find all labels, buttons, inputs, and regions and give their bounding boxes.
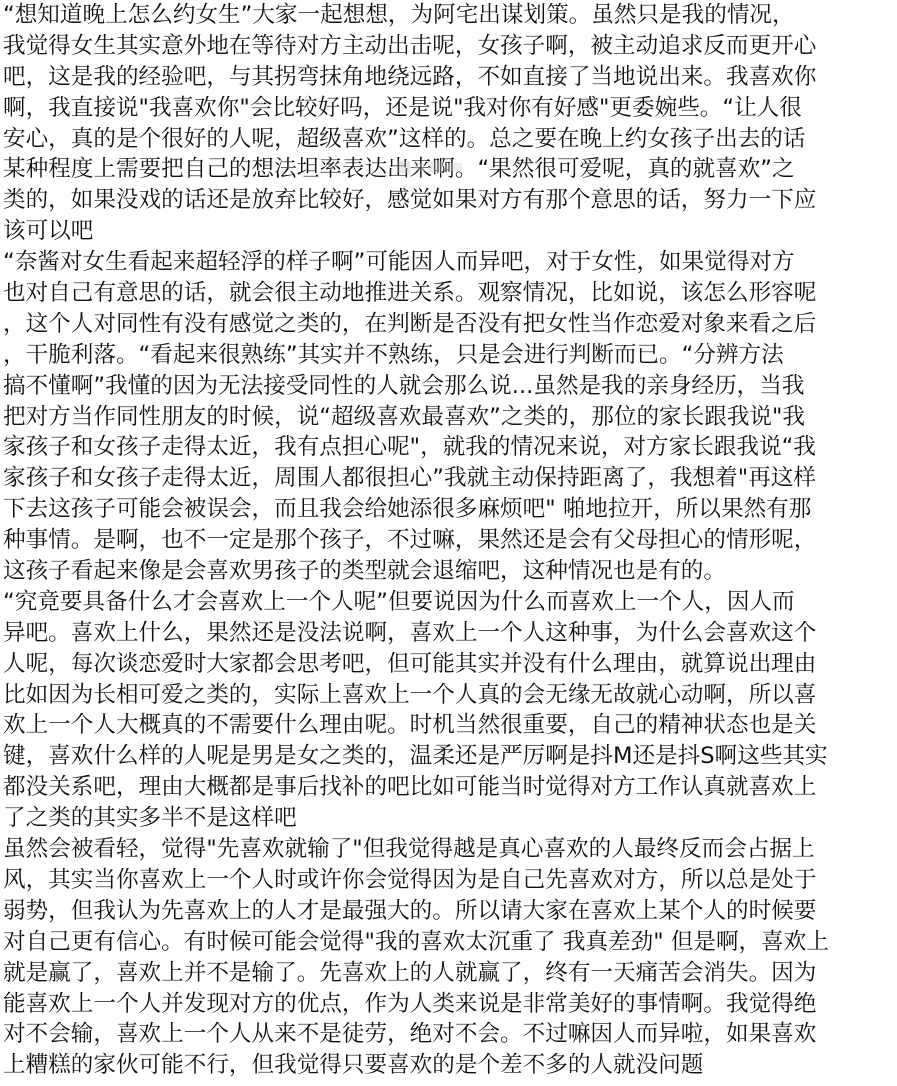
text-line: 风，其实当你喜欢上一个人时或许你会觉得因为是自己先喜欢对方，所以总是处于 [3,866,817,893]
text-line: 该可以吧 [3,218,94,245]
text-line: 家孩子和女孩子走得太近，周围人都很担心”我就主动保持距离了，我想着"再这样 [3,465,816,492]
text-line: 就是赢了，喜欢上并不是输了。先喜欢上的人就赢了，终有一天痛苦会消失。因为 [3,959,817,986]
text-line: 吧，这是我的经验吧，与其拐弯抹角地绕远路，不如直接了当地说出来。我喜欢你 [3,63,817,90]
text-line: 种事情。是啊，也不一定是那个孩子，不过嘛，果然还是会有父母担心的情形呢， [3,527,817,554]
text-line: 都没关系吧，理由大概都是事后找补的吧比如可能当时觉得对方工作认真就喜欢上 [3,774,817,801]
text-line: 啊，我直接说"我喜欢你"会比较好吗，还是说"我对你有好感"更委婉些。“让人很 [3,94,802,121]
text-line: 家孩子和女孩子走得太近，我有点担心呢"，就我的情况来说，对方家长跟我说“我 [3,434,816,461]
text-line: 异吧。喜欢上什么，果然还是没法说啊，喜欢上一个人这种事，为什么会喜欢这个 [3,619,817,646]
text-line: 我觉得女生其实意外地在等待对方主动出击呢，女孩子啊，被主动追求反而更开心 [3,32,817,59]
text-line: 把对方当作同性朋友的时候，说“超级喜欢最喜欢”之类的，那位的家长跟我说"我 [3,403,805,430]
text-line: 安心，真的是个很好的人呢，超级喜欢”这样的。总之要在晚上约女孩子出去的话 [3,125,806,152]
paragraph-1 [3,0,889,247]
text-line: 某种程度上需要把自己的想法坦率表达出来啊。“果然很可爱呢，真的就喜欢”之 [3,156,795,183]
text-line: 对自己更有信心。有时候可能会觉得"我的喜欢太沉重了 我真差劲" 但是啊，喜欢上 [3,928,829,955]
text-line: 类的，如果没戏的话还是放弃比较好，感觉如果对方有那个意思的话，努力一下应 [3,187,817,214]
paragraph-4 [3,834,889,1081]
paragraph-2 [3,247,889,587]
text-line: 人呢，每次谈恋爱时大家都会思考吧，但可能其实并没有什么理由，就算说出理由 [3,650,817,677]
text-line: “奈酱对女生看起来超轻浮的样子啊”可能因人而异吧，对于女性，如果觉得对方 [3,249,795,276]
text-line: 了之类的其实多半不是这样吧 [3,805,297,832]
text-line: 能喜欢上一个人并发现对方的优点，作为人类来说是非常美好的事情啊。我觉得绝 [3,990,817,1017]
text-line: 虽然会被看轻，觉得"先喜欢就输了"但我觉得越是真心喜欢的人最终反而会占据上 [3,836,815,863]
text-line: “究竟要具备什么才会喜欢上一个人呢”但要说因为什么而喜欢上一个人，因人而 [3,588,795,615]
text-line: 弱势，但我认为先喜欢上的人才是最强大的。所以请大家在喜欢上某个人的时候要 [3,897,817,924]
text-line: 对不会输，喜欢上一个人从来不是徒劳，绝对不会。不过嘛因人而异啦，如果喜欢 [3,1021,817,1048]
paragraph-3 [3,587,889,834]
text-line: ，这个人对同性有没有感觉之类的，在判断是否没有把女性当作恋爱对象来看之后 [3,310,817,337]
text-line: 下去这孩子可能会被误会，而且我会给她添很多麻烦吧" 啪地拉开，所以果然有那 [3,496,812,523]
text-line: ，干脆利落。“看起来很熟练”其实并不熟练，只是会进行判断而已。“分辨方法 [3,341,784,368]
text-line: 键，喜欢什么样的人呢是男是女之类的，温柔还是严厉啊是抖M还是抖S啊这些其实 [3,743,828,770]
text-line: “想知道晚上怎么约女生”大家一起想想，为阿宅出谋划策。虽然只是我的情况， [3,2,795,28]
text-line: 上糟糕的家伙可能不行，但我觉得只要喜欢的是个差不多的人就没问题 [3,1052,704,1079]
text-line: 搞不懂啊”我懂的因为无法接受同性的人就会那么说...虽然是我的亲身经历，当我 [3,372,805,399]
text-line: 也对自己有意思的话，就会很主动地推进关系。观察情况，比如说，该怎么形容呢 [3,280,817,307]
text-line: 比如因为长相可爱之类的，实际上喜欢上一个人真的会无缘无故就心动啊，所以喜 [3,681,817,708]
text-line: 欢上一个人大概真的不需要什么理由呢。时机当然很重要，自己的精神状态也是关 [3,712,817,739]
text-line: 这孩子看起来像是会喜欢男孩子的类型就会退缩吧，这种情况也是有的。 [3,558,726,585]
